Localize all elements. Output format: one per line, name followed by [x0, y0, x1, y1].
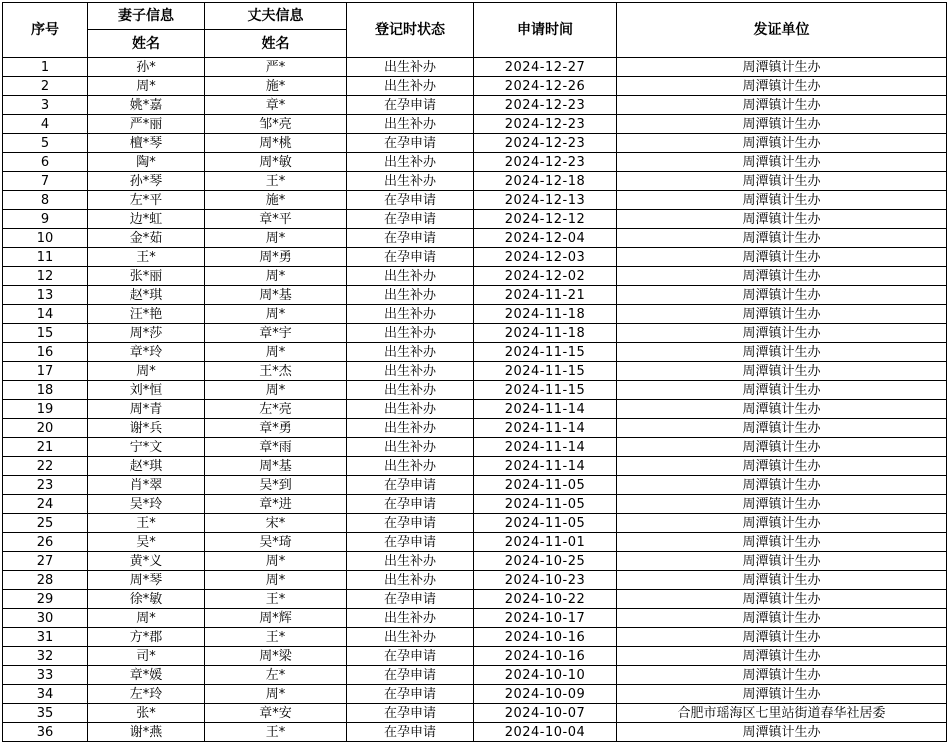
table-row	[3, 666, 947, 685]
cell-status: 出生补办	[347, 571, 474, 590]
table-row	[3, 343, 947, 362]
table-row	[3, 495, 947, 514]
cell-wife-name: 姚*嘉	[88, 96, 205, 115]
cell-status: 在孕申请	[347, 723, 474, 742]
table-row	[3, 723, 947, 742]
cell-wife-name: 宁*文	[88, 438, 205, 457]
table-row	[3, 286, 947, 305]
cell-status: 出生补办	[347, 381, 474, 400]
cell-apply-date: 2024-11-14	[474, 438, 617, 457]
cell-husband-name: 周*敏	[205, 153, 347, 172]
cell-issuing-unit: 周潭镇计生办	[617, 438, 947, 457]
cell-husband-name: 周*	[205, 685, 347, 704]
cell-issuing-unit: 周潭镇计生办	[617, 552, 947, 571]
cell-index: 29	[3, 590, 88, 609]
table-row	[3, 324, 947, 343]
table-row	[3, 134, 947, 153]
cell-issuing-unit: 周潭镇计生办	[617, 286, 947, 305]
cell-apply-date: 2024-12-12	[474, 210, 617, 229]
cell-issuing-unit: 周潭镇计生办	[617, 666, 947, 685]
cell-index: 8	[3, 191, 88, 210]
cell-husband-name: 周*	[205, 571, 347, 590]
cell-wife-name: 赵*琪	[88, 457, 205, 476]
cell-apply-date: 2024-11-18	[474, 305, 617, 324]
cell-index: 19	[3, 400, 88, 419]
cell-husband-name: 王*杰	[205, 362, 347, 381]
cell-index: 2	[3, 77, 88, 96]
cell-index: 12	[3, 267, 88, 286]
cell-wife-name: 吴*玲	[88, 495, 205, 514]
cell-husband-name: 周*	[205, 381, 347, 400]
cell-index: 30	[3, 609, 88, 628]
cell-issuing-unit: 周潭镇计生办	[617, 609, 947, 628]
cell-wife-name: 刘*恒	[88, 381, 205, 400]
table-row	[3, 191, 947, 210]
table-row	[3, 552, 947, 571]
cell-index: 36	[3, 723, 88, 742]
table-row	[3, 115, 947, 134]
cell-apply-date: 2024-12-13	[474, 191, 617, 210]
cell-index: 11	[3, 248, 88, 267]
table-row	[3, 248, 947, 267]
cell-status: 出生补办	[347, 343, 474, 362]
cell-issuing-unit: 周潭镇计生办	[617, 590, 947, 609]
cell-wife-name: 周*琴	[88, 571, 205, 590]
cell-index: 31	[3, 628, 88, 647]
cell-apply-date: 2024-10-04	[474, 723, 617, 742]
cell-status: 出生补办	[347, 172, 474, 191]
cell-status: 出生补办	[347, 305, 474, 324]
cell-issuing-unit: 周潭镇计生办	[617, 628, 947, 647]
cell-issuing-unit: 周潭镇计生办	[617, 210, 947, 229]
cell-issuing-unit: 周潭镇计生办	[617, 229, 947, 248]
cell-issuing-unit: 周潭镇计生办	[617, 400, 947, 419]
cell-wife-name: 周*	[88, 77, 205, 96]
cell-husband-name: 周*	[205, 343, 347, 362]
cell-husband-name: 王*	[205, 628, 347, 647]
cell-index: 5	[3, 134, 88, 153]
cell-wife-name: 边*虹	[88, 210, 205, 229]
cell-index: 20	[3, 419, 88, 438]
cell-status: 在孕申请	[347, 514, 474, 533]
table-row	[3, 609, 947, 628]
cell-husband-name: 邹*亮	[205, 115, 347, 134]
cell-issuing-unit: 周潭镇计生办	[617, 172, 947, 191]
cell-status: 在孕申请	[347, 647, 474, 666]
header-application-time: 申请时间	[474, 3, 617, 58]
cell-issuing-unit: 周潭镇计生办	[617, 685, 947, 704]
cell-husband-name: 章*进	[205, 495, 347, 514]
cell-index: 14	[3, 305, 88, 324]
cell-index: 21	[3, 438, 88, 457]
table-row	[3, 305, 947, 324]
cell-wife-name: 黄*义	[88, 552, 205, 571]
cell-husband-name: 章*勇	[205, 419, 347, 438]
cell-issuing-unit: 周潭镇计生办	[617, 419, 947, 438]
table-row	[3, 153, 947, 172]
cell-husband-name: 周*桃	[205, 134, 347, 153]
cell-apply-date: 2024-12-23	[474, 153, 617, 172]
cell-husband-name: 施*	[205, 191, 347, 210]
cell-husband-name: 左*亮	[205, 400, 347, 419]
cell-apply-date: 2024-10-09	[474, 685, 617, 704]
table-body	[3, 58, 947, 742]
table-row	[3, 229, 947, 248]
cell-status: 出生补办	[347, 628, 474, 647]
cell-apply-date: 2024-12-23	[474, 134, 617, 153]
cell-husband-name: 章*	[205, 96, 347, 115]
table-row	[3, 400, 947, 419]
table-row	[3, 362, 947, 381]
cell-issuing-unit: 周潭镇计生办	[617, 267, 947, 286]
cell-status: 出生补办	[347, 609, 474, 628]
cell-apply-date: 2024-12-02	[474, 267, 617, 286]
cell-husband-name: 严*	[205, 58, 347, 77]
header-husband-info: 丈夫信息	[205, 3, 347, 30]
cell-index: 18	[3, 381, 88, 400]
cell-status: 在孕申请	[347, 476, 474, 495]
table-row	[3, 172, 947, 191]
cell-apply-date: 2024-10-16	[474, 647, 617, 666]
cell-apply-date: 2024-10-10	[474, 666, 617, 685]
cell-wife-name: 司*	[88, 647, 205, 666]
cell-index: 15	[3, 324, 88, 343]
cell-index: 22	[3, 457, 88, 476]
cell-wife-name: 肖*翠	[88, 476, 205, 495]
table-row	[3, 590, 947, 609]
cell-status: 在孕申请	[347, 210, 474, 229]
table-row	[3, 96, 947, 115]
cell-index: 1	[3, 58, 88, 77]
cell-apply-date: 2024-11-21	[474, 286, 617, 305]
cell-apply-date: 2024-11-14	[474, 457, 617, 476]
cell-wife-name: 方*郡	[88, 628, 205, 647]
cell-issuing-unit: 周潭镇计生办	[617, 324, 947, 343]
cell-index: 23	[3, 476, 88, 495]
cell-issuing-unit: 周潭镇计生办	[617, 647, 947, 666]
cell-wife-name: 张*丽	[88, 267, 205, 286]
cell-husband-name: 王*	[205, 723, 347, 742]
cell-status: 出生补办	[347, 438, 474, 457]
cell-wife-name: 汪*艳	[88, 305, 205, 324]
cell-issuing-unit: 周潭镇计生办	[617, 381, 947, 400]
cell-husband-name: 施*	[205, 77, 347, 96]
table-row	[3, 628, 947, 647]
cell-wife-name: 徐*敏	[88, 590, 205, 609]
registration-table	[2, 2, 947, 742]
cell-issuing-unit: 周潭镇计生办	[617, 134, 947, 153]
cell-index: 10	[3, 229, 88, 248]
cell-wife-name: 赵*琪	[88, 286, 205, 305]
cell-issuing-unit: 周潭镇计生办	[617, 343, 947, 362]
cell-wife-name: 章*玲	[88, 343, 205, 362]
cell-apply-date: 2024-11-15	[474, 343, 617, 362]
cell-issuing-unit: 周潭镇计生办	[617, 248, 947, 267]
cell-husband-name: 周*梁	[205, 647, 347, 666]
header-issuing-unit: 发证单位	[617, 3, 947, 58]
cell-wife-name: 谢*燕	[88, 723, 205, 742]
cell-status: 出生补办	[347, 419, 474, 438]
cell-status: 出生补办	[347, 286, 474, 305]
cell-status: 出生补办	[347, 324, 474, 343]
cell-husband-name: 吴*琦	[205, 533, 347, 552]
cell-husband-name: 章*安	[205, 704, 347, 723]
cell-status: 出生补办	[347, 552, 474, 571]
table-row	[3, 419, 947, 438]
cell-wife-name: 孙*琴	[88, 172, 205, 191]
cell-wife-name: 左*玲	[88, 685, 205, 704]
cell-issuing-unit: 周潭镇计生办	[617, 457, 947, 476]
cell-apply-date: 2024-11-05	[474, 495, 617, 514]
cell-status: 在孕申请	[347, 248, 474, 267]
table-row	[3, 571, 947, 590]
table-row	[3, 533, 947, 552]
cell-status: 出生补办	[347, 115, 474, 134]
cell-issuing-unit: 周潭镇计生办	[617, 495, 947, 514]
cell-status: 出生补办	[347, 267, 474, 286]
cell-husband-name: 周*	[205, 267, 347, 286]
cell-wife-name: 王*	[88, 248, 205, 267]
cell-issuing-unit: 周潭镇计生办	[617, 77, 947, 96]
table-row	[3, 267, 947, 286]
cell-apply-date: 2024-12-04	[474, 229, 617, 248]
cell-issuing-unit: 周潭镇计生办	[617, 533, 947, 552]
table-row	[3, 514, 947, 533]
cell-apply-date: 2024-10-16	[474, 628, 617, 647]
cell-husband-name: 王*	[205, 590, 347, 609]
table-row	[3, 58, 947, 77]
cell-husband-name: 周*勇	[205, 248, 347, 267]
table-row	[3, 476, 947, 495]
cell-issuing-unit: 周潭镇计生办	[617, 96, 947, 115]
cell-apply-date: 2024-10-23	[474, 571, 617, 590]
cell-wife-name: 严*丽	[88, 115, 205, 134]
cell-status: 出生补办	[347, 153, 474, 172]
cell-issuing-unit: 周潭镇计生办	[617, 723, 947, 742]
cell-husband-name: 左*	[205, 666, 347, 685]
cell-status: 在孕申请	[347, 495, 474, 514]
cell-wife-name: 章*媛	[88, 666, 205, 685]
cell-wife-name: 孙*	[88, 58, 205, 77]
cell-index: 6	[3, 153, 88, 172]
cell-wife-name: 吴*	[88, 533, 205, 552]
table-header	[3, 3, 947, 58]
cell-status: 在孕申请	[347, 704, 474, 723]
cell-status: 在孕申请	[347, 96, 474, 115]
cell-index: 28	[3, 571, 88, 590]
cell-husband-name: 章*雨	[205, 438, 347, 457]
cell-index: 26	[3, 533, 88, 552]
cell-index: 35	[3, 704, 88, 723]
cell-issuing-unit: 周潭镇计生办	[617, 476, 947, 495]
cell-husband-name: 周*	[205, 552, 347, 571]
header-wife-name: 姓名	[88, 30, 205, 58]
cell-apply-date: 2024-11-14	[474, 419, 617, 438]
cell-husband-name: 周*辉	[205, 609, 347, 628]
table-row	[3, 685, 947, 704]
cell-index: 4	[3, 115, 88, 134]
cell-husband-name: 王*	[205, 172, 347, 191]
cell-wife-name: 周*	[88, 609, 205, 628]
cell-wife-name: 张*	[88, 704, 205, 723]
cell-status: 在孕申请	[347, 134, 474, 153]
header-husband-name: 姓名	[205, 30, 347, 58]
header-wife-info: 妻子信息	[88, 3, 205, 30]
cell-index: 7	[3, 172, 88, 191]
cell-apply-date: 2024-11-01	[474, 533, 617, 552]
table-row	[3, 704, 947, 723]
cell-apply-date: 2024-12-23	[474, 96, 617, 115]
cell-issuing-unit: 周潭镇计生办	[617, 58, 947, 77]
cell-index: 25	[3, 514, 88, 533]
cell-apply-date: 2024-11-15	[474, 381, 617, 400]
cell-issuing-unit: 合肥市瑶海区七里站街道春华社居委	[617, 704, 947, 723]
header-registration-status: 登记时状态	[347, 3, 474, 58]
cell-wife-name: 金*茹	[88, 229, 205, 248]
cell-status: 在孕申请	[347, 229, 474, 248]
cell-apply-date: 2024-12-03	[474, 248, 617, 267]
cell-apply-date: 2024-11-18	[474, 324, 617, 343]
cell-status: 出生补办	[347, 58, 474, 77]
cell-wife-name: 周*	[88, 362, 205, 381]
cell-issuing-unit: 周潭镇计生办	[617, 362, 947, 381]
cell-status: 出生补办	[347, 400, 474, 419]
cell-index: 24	[3, 495, 88, 514]
cell-issuing-unit: 周潭镇计生办	[617, 571, 947, 590]
cell-index: 3	[3, 96, 88, 115]
cell-index: 16	[3, 343, 88, 362]
cell-issuing-unit: 周潭镇计生办	[617, 115, 947, 134]
table-row	[3, 210, 947, 229]
cell-status: 出生补办	[347, 77, 474, 96]
cell-husband-name: 章*宇	[205, 324, 347, 343]
cell-wife-name: 陶*	[88, 153, 205, 172]
cell-index: 9	[3, 210, 88, 229]
cell-husband-name: 周*基	[205, 457, 347, 476]
cell-apply-date: 2024-11-15	[474, 362, 617, 381]
cell-apply-date: 2024-12-26	[474, 77, 617, 96]
cell-apply-date: 2024-12-27	[474, 58, 617, 77]
cell-husband-name: 宋*	[205, 514, 347, 533]
cell-status: 出生补办	[347, 362, 474, 381]
cell-wife-name: 王*	[88, 514, 205, 533]
table-row	[3, 381, 947, 400]
cell-index: 33	[3, 666, 88, 685]
cell-apply-date: 2024-10-17	[474, 609, 617, 628]
cell-husband-name: 周*基	[205, 286, 347, 305]
cell-issuing-unit: 周潭镇计生办	[617, 191, 947, 210]
cell-apply-date: 2024-12-23	[474, 115, 617, 134]
cell-index: 17	[3, 362, 88, 381]
table-row	[3, 457, 947, 476]
cell-apply-date: 2024-10-07	[474, 704, 617, 723]
cell-wife-name: 周*莎	[88, 324, 205, 343]
cell-wife-name: 谢*兵	[88, 419, 205, 438]
cell-status: 在孕申请	[347, 666, 474, 685]
header-index: 序号	[3, 3, 88, 58]
table-row	[3, 438, 947, 457]
cell-index: 27	[3, 552, 88, 571]
cell-wife-name: 檀*琴	[88, 134, 205, 153]
cell-apply-date: 2024-10-25	[474, 552, 617, 571]
cell-index: 13	[3, 286, 88, 305]
cell-status: 在孕申请	[347, 685, 474, 704]
cell-status: 在孕申请	[347, 191, 474, 210]
cell-apply-date: 2024-11-14	[474, 400, 617, 419]
cell-status: 在孕申请	[347, 590, 474, 609]
cell-husband-name: 周*	[205, 229, 347, 248]
cell-husband-name: 章*平	[205, 210, 347, 229]
cell-issuing-unit: 周潭镇计生办	[617, 514, 947, 533]
cell-status: 在孕申请	[347, 533, 474, 552]
cell-apply-date: 2024-10-22	[474, 590, 617, 609]
cell-husband-name: 吴*到	[205, 476, 347, 495]
cell-status: 出生补办	[347, 457, 474, 476]
table-row	[3, 647, 947, 666]
cell-issuing-unit: 周潭镇计生办	[617, 305, 947, 324]
cell-apply-date: 2024-11-05	[474, 476, 617, 495]
cell-husband-name: 周*	[205, 305, 347, 324]
cell-index: 32	[3, 647, 88, 666]
cell-apply-date: 2024-11-05	[474, 514, 617, 533]
cell-wife-name: 左*平	[88, 191, 205, 210]
table-row	[3, 77, 947, 96]
cell-index: 34	[3, 685, 88, 704]
cell-wife-name: 周*青	[88, 400, 205, 419]
cell-issuing-unit: 周潭镇计生办	[617, 153, 947, 172]
cell-apply-date: 2024-12-18	[474, 172, 617, 191]
